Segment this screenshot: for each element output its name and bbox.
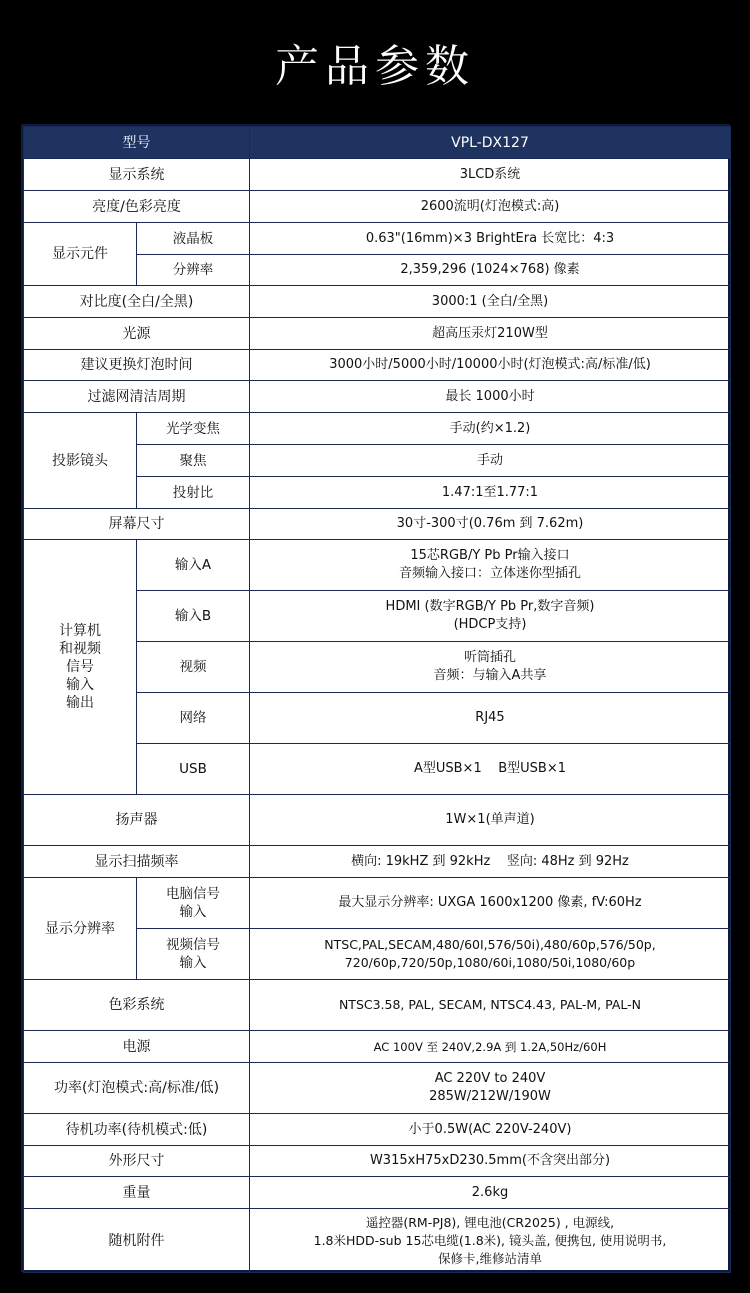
sub-label xyxy=(137,929,250,980)
value-line: NTSC,PAL,SECAM,480/60I,576/50i),480/60p,576/50p, xyxy=(324,937,656,952)
table-row xyxy=(24,878,731,929)
row-value: 3LCD系统 xyxy=(250,159,731,191)
value-line: 720/60p,720/50p,1080/60i,1080/50i,1080/60p xyxy=(344,955,636,970)
sub-label: 输入B xyxy=(137,591,250,642)
value-line: (HDCP支持) xyxy=(453,617,527,632)
row-value: 1.47:1至1.77:1 xyxy=(250,477,731,509)
table-row xyxy=(24,1031,731,1063)
row-value: 最长 1000小时 xyxy=(250,381,731,413)
row-label: 光源 xyxy=(24,318,250,350)
table-header-row xyxy=(24,127,731,159)
value-line: AC 220V to 240V xyxy=(434,1071,546,1086)
row-label: 扬声器 xyxy=(24,795,250,846)
value-line: 保修卡,维修站清单 xyxy=(438,1250,542,1266)
value-line: 听筒插孔 xyxy=(463,650,516,665)
sub-label: 视频 xyxy=(137,642,250,693)
table-row xyxy=(24,1209,731,1273)
table-row xyxy=(24,980,731,1031)
sub-label: 聚焦 xyxy=(137,445,250,477)
group-label-line: 输出 xyxy=(66,695,94,711)
row-value: 手动(约×1.2) xyxy=(250,413,731,445)
group-label-line: 输入 xyxy=(66,677,94,693)
row-label: 过滤网清洁周期 xyxy=(24,381,250,413)
value-line: 遥控器(RM-PJ8), 锂电池(CR2025) , 电源线, xyxy=(365,1214,615,1230)
row-value: NTSC3.58, PAL, SECAM, NTSC4.43, PAL-M, PAL-N xyxy=(250,980,731,1031)
row-label: 屏幕尺寸 xyxy=(24,509,250,540)
row-value xyxy=(250,1209,731,1273)
row-label: 外形尺寸 xyxy=(24,1146,250,1177)
page-title: 产品参数 xyxy=(275,41,475,92)
table-row xyxy=(24,1146,731,1177)
row-value xyxy=(250,540,731,591)
row-label: 建议更换灯泡时间 xyxy=(24,350,250,381)
table-row xyxy=(24,381,731,413)
sub-label-line: 视频信号 xyxy=(166,937,220,953)
row-value: 最大显示分辨率: UXGA 1600x1200 像素, fV:60Hz xyxy=(250,878,731,929)
row-label: 重量 xyxy=(24,1177,250,1209)
table-row xyxy=(24,540,731,591)
value-line: 1.8米HDD-sub 15芯电缆(1.8米), 镜头盖, 便携包, 使用说明书, xyxy=(313,1232,667,1248)
value-line: 音频输入接口：立体迷你型插孔 xyxy=(398,566,581,581)
row-value xyxy=(250,929,731,980)
sub-label xyxy=(137,878,250,929)
row-label: 显示扫描频率 xyxy=(24,846,250,878)
value-line: HDMI (数字RGB/Y Pb Pr,数字音频) xyxy=(385,599,595,614)
row-value: 3000小时/5000小时/10000小时(灯泡模式:高/标准/低) xyxy=(250,350,731,381)
row-value: 超高压汞灯210W型 xyxy=(250,318,731,350)
group-label: 显示分辨率 xyxy=(24,878,137,980)
row-value: 手动 xyxy=(250,445,731,477)
row-label: 功率(灯泡模式:高/标准/低) xyxy=(24,1063,250,1114)
table-row xyxy=(24,1063,731,1114)
row-value: 横向: 19kHZ 到 92kHz 竖向: 48Hz 到 92Hz xyxy=(250,846,731,878)
sub-label: 光学变焦 xyxy=(137,413,250,445)
group-label-line: 信号 xyxy=(66,659,94,675)
table-row xyxy=(24,159,731,191)
row-value: 2.6kg xyxy=(250,1177,731,1209)
group-label: 显示元件 xyxy=(24,223,137,286)
row-value: RJ45 xyxy=(250,693,731,744)
row-label: 色彩系统 xyxy=(24,980,250,1031)
group-label xyxy=(24,540,137,795)
row-value: A型USB×1 B型USB×1 xyxy=(250,744,731,795)
row-label: 亮度/色彩亮度 xyxy=(24,191,250,223)
row-value: 2600流明(灯泡模式:高) xyxy=(250,191,731,223)
row-value: 30寸-300寸(0.76m 到 7.62m) xyxy=(250,509,731,540)
spec-table xyxy=(21,124,730,1272)
row-label: 待机功率(待机模式:低) xyxy=(24,1114,250,1146)
row-value: W315xH75xD230.5mm(不含突出部分) xyxy=(250,1146,731,1177)
row-value xyxy=(250,1063,731,1114)
sub-label-line: 输入 xyxy=(179,955,207,971)
row-value: 1W×1(单声道) xyxy=(250,795,731,846)
row-label: 随机附件 xyxy=(24,1209,250,1273)
row-value xyxy=(250,642,731,693)
group-label: 投影镜头 xyxy=(24,413,137,509)
row-value: 3000:1 (全白/全黑) xyxy=(250,286,731,318)
table-row xyxy=(24,1177,731,1209)
sub-label: USB xyxy=(137,744,250,795)
sub-label: 输入A xyxy=(137,540,250,591)
table-row xyxy=(24,350,731,381)
row-label: 对比度(全白/全黑) xyxy=(24,286,250,318)
table-row xyxy=(24,413,731,445)
row-value: 小于0.5W(AC 220V-240V) xyxy=(250,1114,731,1146)
group-label-line: 和视频 xyxy=(59,641,101,657)
table-row xyxy=(24,223,731,255)
row-value: AC 100V 至 240V,2.9A 到 1.2A,50Hz/60H xyxy=(250,1031,731,1063)
value-line: 音频：与输入A共享 xyxy=(433,668,547,683)
sub-label-line: 输入 xyxy=(179,904,207,920)
row-value: 2,359,296 (1024×768) 像素 xyxy=(250,255,731,286)
table-row xyxy=(24,191,731,223)
sub-label: 分辨率 xyxy=(137,255,250,286)
table-row xyxy=(24,846,731,878)
row-value: 0.63"(16mm)×3 BrightEra 长宽比：4:3 xyxy=(250,223,731,255)
row-label: 电源 xyxy=(24,1031,250,1063)
model-label: 型号 xyxy=(24,127,250,159)
value-line: 285W/212W/190W xyxy=(429,1089,551,1104)
sub-label: 网络 xyxy=(137,693,250,744)
table-row xyxy=(24,318,731,350)
table-row xyxy=(24,1114,731,1146)
row-value xyxy=(250,591,731,642)
sub-label: 投射比 xyxy=(137,477,250,509)
value-line: 15芯RGB/Y Pb Pr输入接口 xyxy=(410,548,570,563)
sub-label-line: 电脑信号 xyxy=(166,886,220,902)
table-row xyxy=(24,286,731,318)
table-row xyxy=(24,795,731,846)
group-label-line: 计算机 xyxy=(59,623,101,639)
model-value: VPL-DX127 xyxy=(250,127,731,159)
table-row xyxy=(24,509,731,540)
row-label: 显示系统 xyxy=(24,159,250,191)
sub-label: 液晶板 xyxy=(137,223,250,255)
